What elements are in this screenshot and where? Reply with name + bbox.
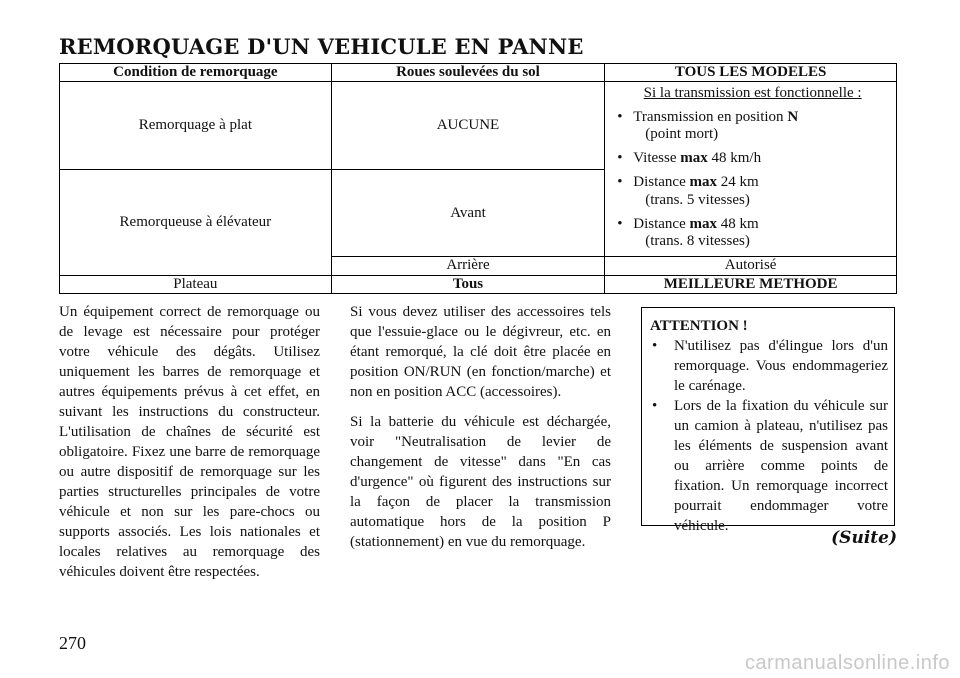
text-column-middle (350, 302, 611, 562)
cell-wheels: Tous (331, 275, 605, 293)
header-condition: Condition de remorquage (60, 64, 332, 82)
list-item: • Vitesse max 48 km/h (617, 150, 888, 167)
cell-models: MEILLEURE METHODE (605, 275, 897, 293)
list-item: • Lors de la fixation du véhicule sur un camion à plateau, n'utilisez pas les éléments de suspension avant ou arrière comme points de fixation. Un remorquage incorrect pourrait endommager votre véhicule. (650, 396, 888, 536)
table-header-row (60, 64, 897, 82)
warning-list (650, 336, 888, 536)
warning-title: ATTENTION ! (650, 318, 748, 334)
list-item: • Distance max 48 km (trans. 8 vitesses) (617, 216, 888, 251)
text-column-left (59, 302, 320, 592)
cell-wheels: Arrière (331, 257, 605, 275)
cell-wheels: AUCUNE (331, 82, 605, 170)
list-item: • N'utilisez pas d'élingue lors d'un remorquage. Vous endommageriez le carénage. (650, 336, 888, 396)
conditions-list (617, 109, 888, 251)
header-wheels: Roues soulevées du sol (331, 64, 605, 82)
cell-models: Autorisé (605, 257, 897, 275)
cell-condition: Plateau (60, 275, 332, 293)
list-item: • Distance max 24 km (trans. 5 vitesses) (617, 174, 888, 209)
page-title: REMORQUAGE D'UN VEHICULE EN PANNE (59, 34, 584, 59)
paragraph: Un équipement correct de remorquage ou de levage est nécessaire pour protéger votre véhicule des dégâts. Utilisez uniquement les barres de remorquage et autres équipements prévus à cet effet, en suivant les instructions du constructeur. L'utilisation de chaînes de sécurité est obligatoire. Fixez une barre de remorquage ou autre dispositif de remorquage sur les parties structurelles principales de votre véhicule et non sur les pare-chocs ou supports associés. Les lois nationales et locales relatives au remorquage des véhicules doivent être respectées. (59, 304, 320, 580)
paragraph: Si vous devez utiliser des accessoires tels que l'essuie-glace ou le dégivreur, etc. en étant remorqué, la clé doit être placée en position ON/RUN (en fonction/marche) et non en position ACC (accessoires). (350, 304, 611, 400)
continued-label: (Suite) (831, 528, 897, 548)
conditions-title: Si la transmission est fonctionnelle : (643, 85, 862, 102)
cell-condition: Remorquage à plat (60, 82, 332, 170)
cell-conditions-list (605, 82, 897, 257)
page-number: 270 (59, 633, 86, 653)
header-all-models: TOUS LES MODELES (605, 64, 897, 82)
list-item: • Transmission en position N (point mort) (617, 109, 888, 144)
watermark: carmanualsonline.info (744, 652, 950, 674)
paragraph: Si la batterie du véhicule est déchargée, voir "Neutralisation de levier de changement de vitesse" dans "En cas d'urgence" où figurent des instructions sur la façon de placer la transmission automatique hors de la position P (stationnement) en vue du remorquage. (350, 414, 611, 550)
cell-condition: Remorqueuse à élévateur (60, 170, 332, 275)
cell-wheels: Avant (331, 170, 605, 257)
table-row (60, 82, 897, 170)
towing-table (59, 63, 897, 294)
table-row (60, 275, 897, 293)
warning-box (641, 307, 895, 534)
